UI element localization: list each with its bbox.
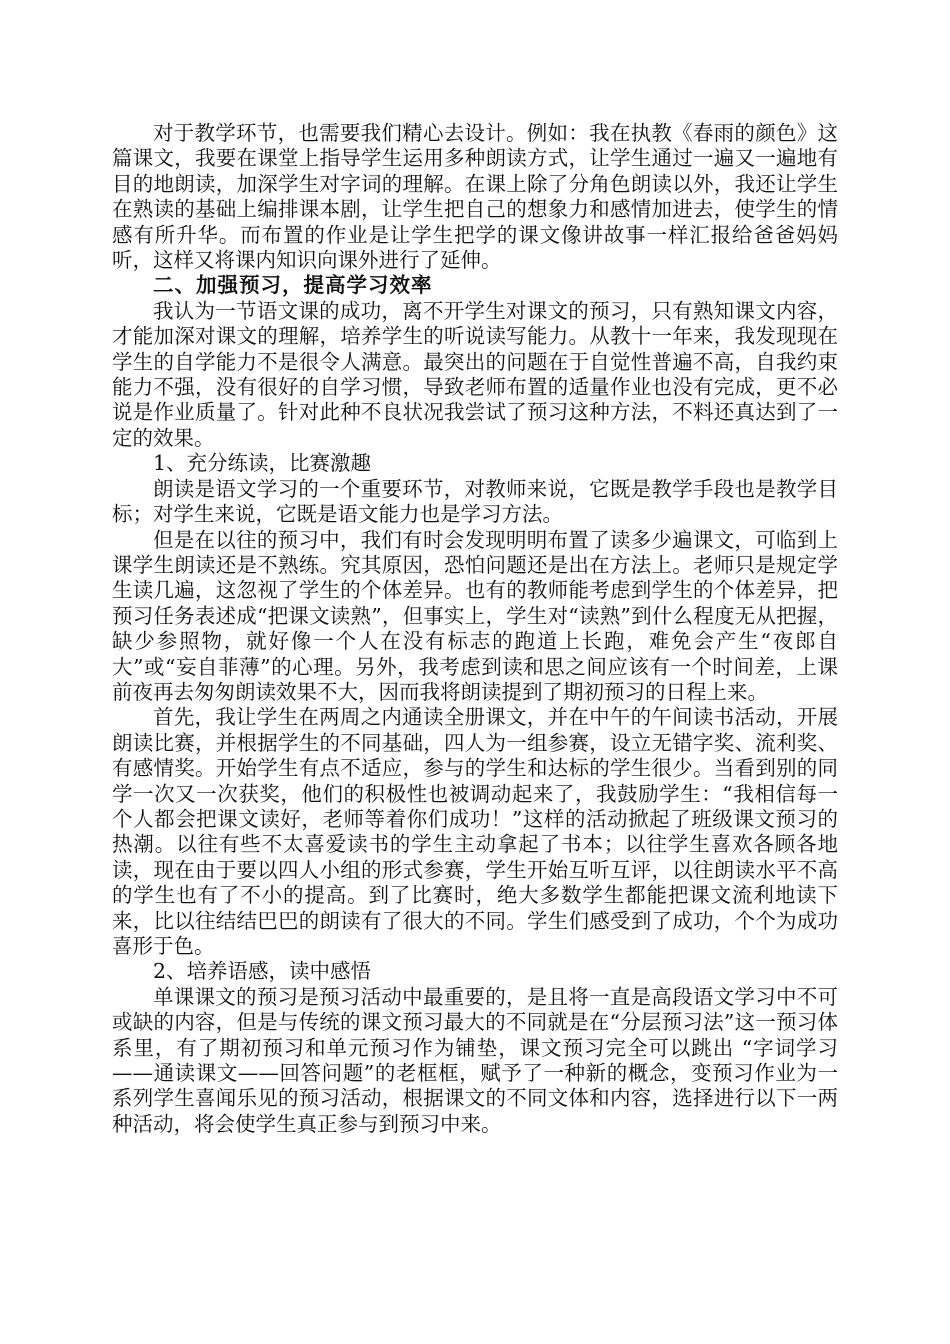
paragraph-preview-importance: 我认为一节语文课的成功，离不开学生对课文的预习，只有熟知课文内容，才能加深对课文的理解，培养学生的听说读写能力。从教十一年来，我发现现在学生的自学能力不是很令人满意。最突出的问题在于自觉性普遍不高，自我约束能力不强，没有很好的自学习惯，导致老师布置的适量作业也没有完成，更不必说是作业质量了。针对此种不良状况我尝试了预习这种方法，不料还真达到了一定的效果。 (112, 298, 838, 450)
section-heading-preview: 二、加强预习，提高学习效率 (153, 273, 433, 298)
subheading-language-sense: 2、培养语感，读中感悟 (153, 959, 372, 984)
paragraph-lesson-preview: 单课课文的预习是预习活动中最重要的，是且将一直是高段语文学习中不可或缺的内容，但是与传统的课文预习最大的不同就是在“分层预习法”这一预习体系里，有了期初预习和单元预习作为铺垫，课文预习完全可以跳出 “字词学习——通读课文——回答问题”的老框框，赋予了一种新的概念，变预习作业为一系列学生喜闻乐见的预习活动，根据课文的不同文体和内容，选择进行以下一两种活动，将会使学生真正参与到预习中来。 (112, 984, 838, 1136)
paragraph-reading-contest: 首先，我让学生在两周之内通读全册课文，并在中午的午间读书活动，开展朗读比赛，并根据学生的不同基础，四人为一组参赛，设立无错字奖、流利奖、有感情奖。开始学生有点不适应，参与的学生和达标的学生很少。当看到别的同学一次又一次获奖，他们的积极性也被调动起来了，我鼓励学生：“我相信每一个人都会把课文读好，老师等着你们成功！”这样的活动掀起了班级课文预习的热潮。以往有些不太喜爱读书的学生主动拿起了书本；以往学生喜欢各顾各地读，现在由于要以四人小组的形式参赛，学生开始互听互评，以往朗读水平不高的学生也有了不小的提高。到了比赛时，绝大多数学生都能把课文流利地读下来，比以往结结巴巴的朗读有了很大的不同。学生们感受到了成功，个个为成功喜形于色。 (112, 705, 838, 958)
paragraph-teaching-design: 对于教学环节，也需要我们精心去设计。例如：我在执教《春雨的颜色》这篇课文，我要在课堂上指导学生运用多种朗读方式，让学生通过一遍又一遍地有目的地朗读，加深学生对字词的理解。在课上除了分角色朗读以外，我还让学生在熟读的基础上编排课本剧，让学生把自己的想象力和感情加进去，使学生的情感有所升华。而布置的作业是让学生把学的课文像讲故事一样汇报给爸爸妈妈听，这样又将课内知识向课外进行了延伸。 (112, 121, 838, 273)
subheading-reading-practice: 1、充分练读，比赛激趣 (153, 451, 372, 476)
paragraph-reading-importance: 朗读是语文学习的一个重要环节，对教师来说，它既是教学手段也是教学目标；对学生来说，它既是语文能力也是学习方法。 (112, 476, 838, 527)
document-page (112, 121, 838, 1137)
paragraph-reading-problem: 但是在以往的预习中，我们有时会发现明明布置了读多少遍课文，可临到上课学生朗读还是不熟练。究其原因，恐怕问题还是出在方法上。老师只是规定学生读几遍，这忽视了学生的个体差异。也有的教师能考虑到学生的个体差异，把预习任务表述成“把课文读熟”，但事实上，学生对“读熟”到什么程度无从把握，缺少参照物，就好像一个人在没有标志的跑道上长跑，难免会产生“夜郎自大”或“妄自菲薄”的心理。另外，我考虑到读和思之间应该有一个时间差，上课前夜再去匆匆朗读效果不大，因而我将朗读提到了期初预习的日程上来。 (112, 527, 838, 704)
